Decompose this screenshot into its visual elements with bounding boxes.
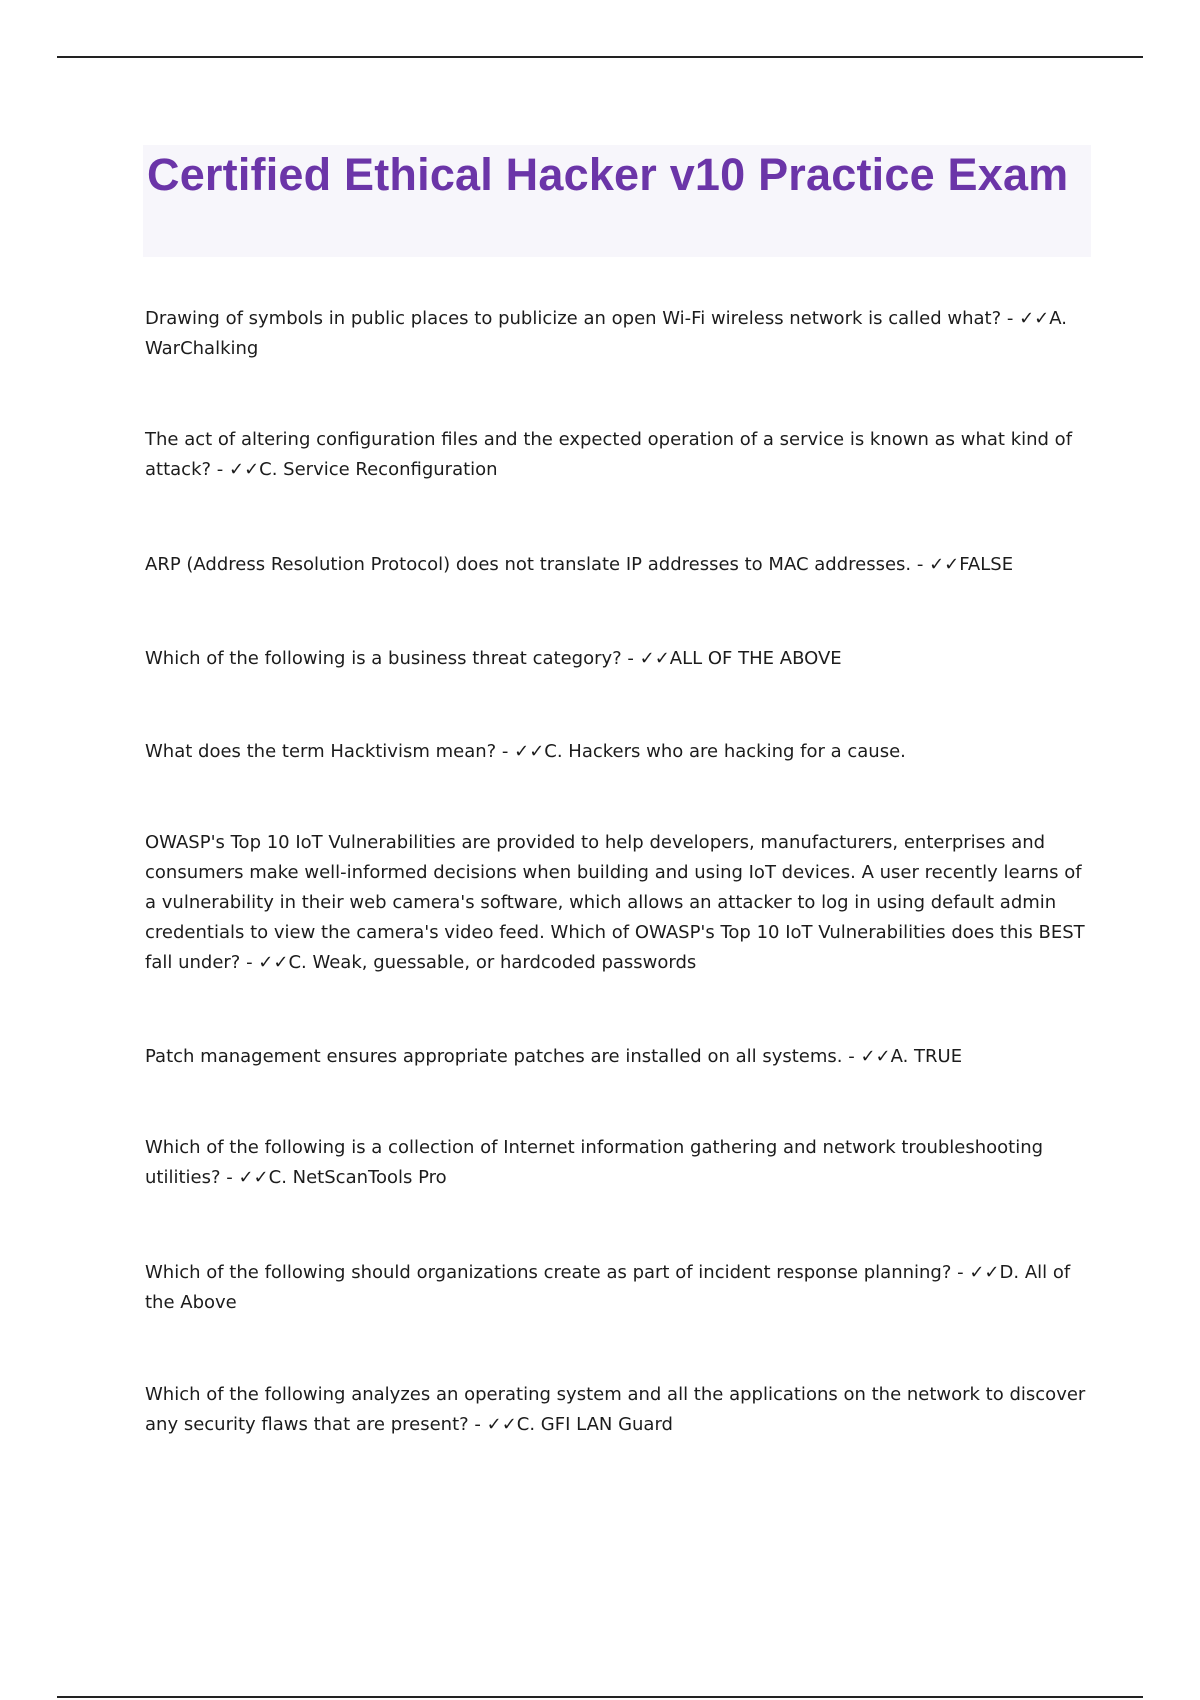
question-answer-7: Patch management ensures appropriate patches are installed on all systems. - ✓✓A. TRUE bbox=[145, 1046, 963, 1067]
footer-rule bbox=[57, 1696, 1143, 1698]
question-answer-4: Which of the following is a business threat category? - ✓✓ALL OF THE ABOVE bbox=[145, 648, 842, 669]
page-title: Certified Ethical Hacker v10 Practice Exam bbox=[147, 149, 1069, 200]
title-banner bbox=[143, 145, 1091, 257]
question-answer-2: The act of altering configuration files and the expected operation of a service is known as what kind of attack? - ✓✓C. Service Reconfiguration bbox=[145, 429, 1073, 480]
question-answer-8: Which of the following is a collection of Internet information gathering and network troubleshooting utilities? - ✓✓C. NetScanTools Pro bbox=[145, 1137, 1044, 1188]
question-answer-9: Which of the following should organizations create as part of incident response planning? - ✓✓D. All of the Above bbox=[145, 1262, 1071, 1313]
question-answer-5: What does the term Hacktivism mean? - ✓✓C. Hackers who are hacking for a cause. bbox=[145, 741, 906, 762]
question-answer-6: OWASP's Top 10 IoT Vulnerabilities are provided to help developers, manufacturers, enterprises and consumers make well-informed decisions when building and using IoT devices. A user recently learns of a vulnerability in their web camera's software, which allows an attacker to log in using default admin credentials to view the camera's video feed. Which of OWASP's Top 10 IoT Vulnerabilities does this BEST fall under? - ✓✓C. Weak, guessable, or hardcoded passwords bbox=[145, 832, 1085, 973]
question-answer-3: ARP (Address Resolution Protocol) does not translate IP addresses to MAC addresses. - ✓✓FALSE bbox=[145, 554, 1014, 575]
header-rule bbox=[57, 56, 1143, 58]
question-answer-10: Which of the following analyzes an operating system and all the applications on the network to discover any security flaws that are present? - ✓✓C. GFI LAN Guard bbox=[145, 1384, 1086, 1435]
question-answer-1: Drawing of symbols in public places to publicize an open Wi-Fi wireless network is called what? - ✓✓A. WarChalking bbox=[145, 308, 1067, 359]
